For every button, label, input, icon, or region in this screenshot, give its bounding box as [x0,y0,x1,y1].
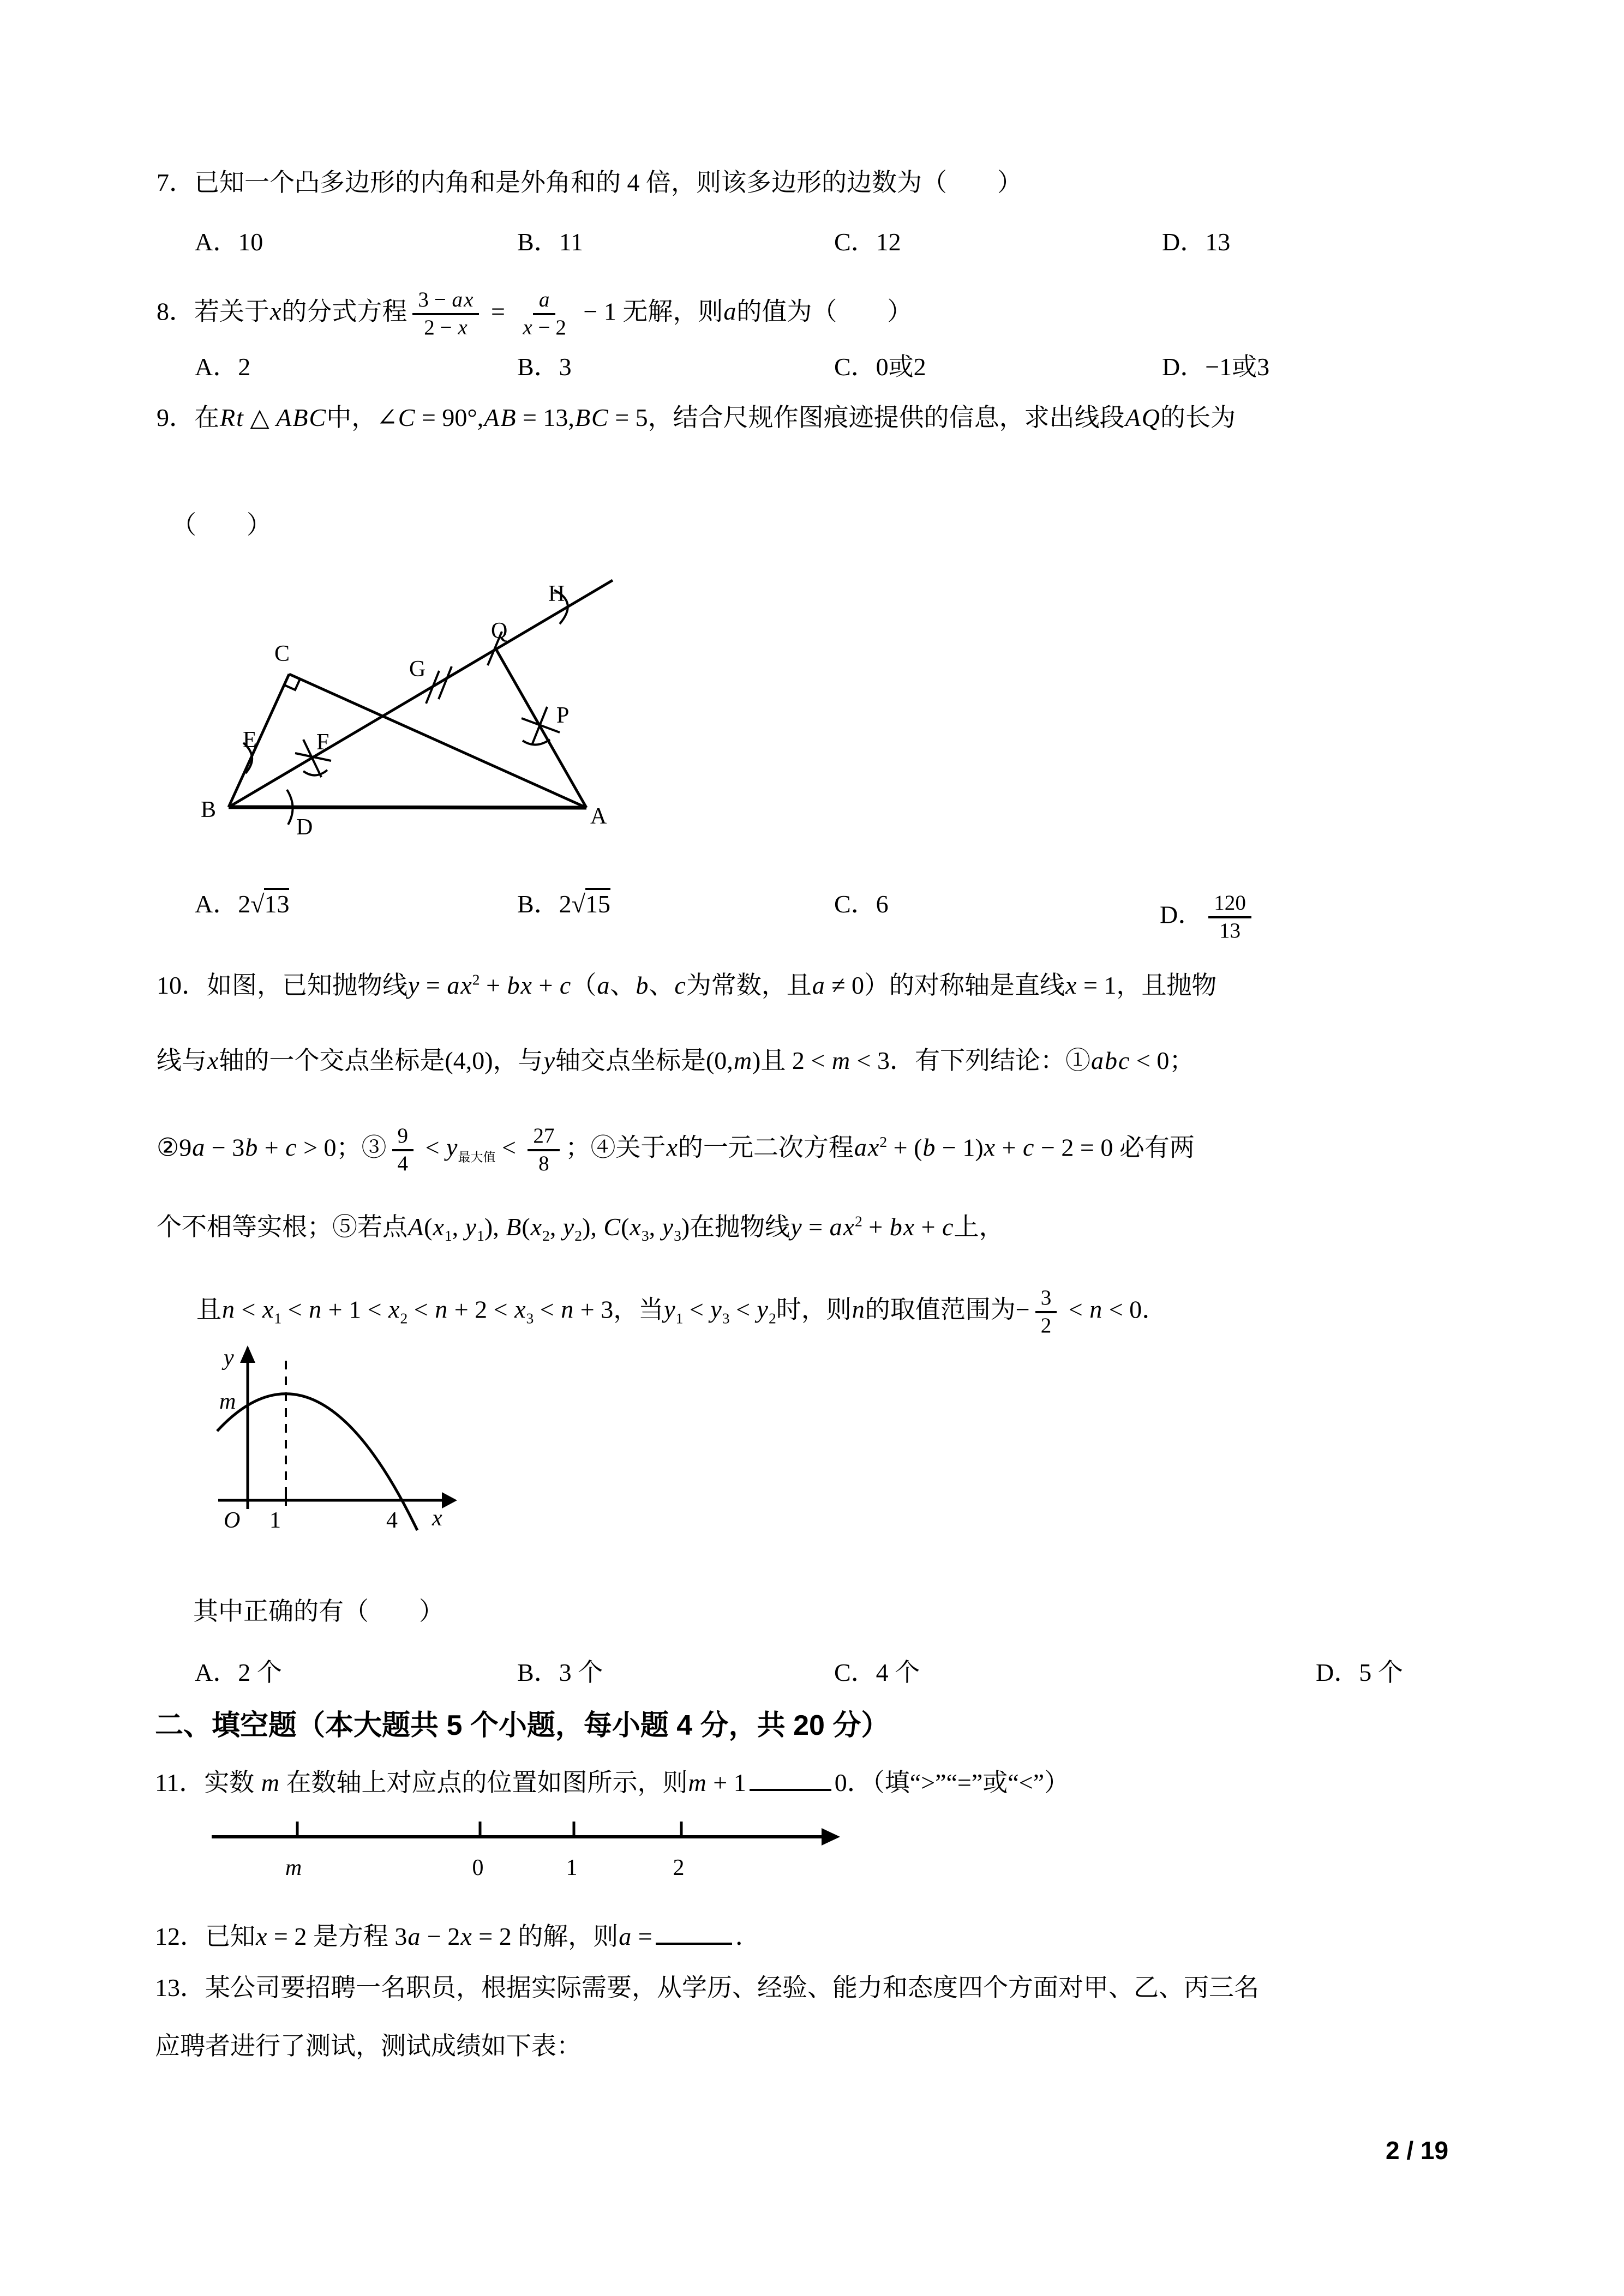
label-B: B [201,797,217,822]
label-H: H [548,581,565,606]
construction-marks [243,590,568,825]
parabola-figure [213,1339,458,1532]
number-line-figure [207,1816,862,1892]
page-number: 2 / 19 [1386,2136,1449,2165]
triangle-construction-figure [196,567,644,856]
q7-option-c: C．12 [834,228,901,256]
q10-option-d: D．5 个 [1316,1658,1403,1686]
number-line-arrow [822,1828,840,1846]
q10-option-c: C．4 个 [834,1658,920,1686]
tick-mark-G [426,671,439,704]
label-C: C [274,641,290,666]
q13-line2: 应聘者进行了测试，测试成绩如下表： [155,2032,582,2060]
q7-text: 7．已知一个凸多边形的内角和是外角和的 4 倍，则该多边形的边数为（ ） [157,169,1022,196]
section2-header: 二、填空题（本大题共 5 个小题，每小题 4 分，共 20 分） [155,1710,890,1741]
q10-line1: 10．如图，已知抛物线$y = ax^2$ + bx + c（a、b、c为常数，且a ≠ 0）的对称轴是直线x = 1，且抛物 [157,971,1217,999]
label-4: 4 [386,1508,398,1532]
label-1: 1 [566,1855,578,1880]
arc-mark-P [523,740,550,745]
q10-line4: 个不相等实根；⑤若点$A(x_1$, $y_1$), $B(x_2$, $y_2$), $C(x_3$, $y_3$)在抛物线$y = ax^2$ + bx + c上， [157,1212,1004,1245]
q8-option-a: A．2 [195,353,251,381]
label-origin: O [224,1508,241,1532]
q8-option-b: B．3 [517,353,572,381]
label-2: 2 [673,1855,685,1880]
q9-option-c: C．6 [834,890,889,918]
q11-text: 11．实数 m 在数轴上对应点的位置如图所示，则m + 1 0．（填“>”“=”或“<”） [155,1763,1069,1796]
q9-option-a: A．2√13 [195,891,289,918]
q7-option-a: A．10 [195,228,263,256]
label-F: F [316,730,329,755]
label-y-axis: y [224,1345,234,1371]
q8-text: 8．若关于x的分式方程 $\frac{3 - ax}{2 - x}$ = $\frac{a}{x - 2}$ − 1 无解，则a的值为（ ） [157,288,913,339]
q12-text: 12．已知x = 2 是方程 3a − 2x = 2 的解，则a = ． [155,1917,760,1950]
label-A: A [590,804,607,829]
q10-option-b: B．3 个 [517,1658,603,1686]
label-m: m [219,1389,236,1414]
label-0: 0 [472,1855,484,1880]
label-m: m [285,1855,302,1880]
label-x-axis: x [432,1506,442,1531]
q9-paren: （ ） [171,511,272,539]
q7-option-b: B．11 [517,228,583,256]
q9-text: 9．在Rt △ ABC中，∠C = 90°,AB = 13,BC = 5，结合尺规作图痕迹提供的信息，求出线段AQ的长为 [157,404,1236,431]
q10-line2: 线与x轴的一个交点坐标是(4,0)，与y轴交点坐标是(0,m)且 2 < m < 3．有下列结论：①abc < 0； [157,1047,1195,1074]
label-G: G [409,657,426,682]
q10-correct-line: 其中正确的有（ ） [193,1597,444,1625]
segment-QA [496,649,586,808]
label-E: E [243,728,257,753]
triangle-sides [229,580,613,808]
q7-option-d: D．13 [1162,228,1231,256]
q8-option-c: C．0或2 [834,353,926,381]
side-BC [229,674,289,807]
label-P: P [556,703,570,728]
x-axis-arrow [442,1492,457,1508]
q10-line5: 且$n < x_1 < n + 1 < x_2 < n + 2 < x_3 < n + 3$，当$y_1 < y_3 < y_2$时，则n的取值范围为− $\frac{3}{2}$ < n < 0． [196,1286,1167,1337]
q10-line3: ②9a − 3b + c > 0；③ $\frac{9}{4}$ < $y_{最大值}$ < $\frac{27}{8}$ ；④关于x的一元二次方程$ax^2 + (b - 1)x + c - 2 = 0$ 必有两 [157,1124,1195,1175]
q9-option-d: D． $\frac{120}{13}$ [1160,891,1257,944]
label-Q: Q [491,618,508,644]
side-CA [289,674,586,808]
q10-option-a: A．2 个 [195,1658,282,1686]
q8-option-d: D．−1或3 [1162,353,1270,381]
q13-line1: 13．某公司要招聘一名职员，根据实际需要，从学历、经验、能力和态度四个方面对甲、乙、丙三名 [155,1974,1259,2002]
side-BA [229,807,586,808]
ray-B-H [229,580,613,807]
arc-mark-F [303,770,327,776]
y-axis-arrow [240,1345,255,1363]
q9-option-b: B．2√15 [517,891,610,918]
label-1: 1 [269,1508,281,1532]
label-D: D [296,815,313,840]
